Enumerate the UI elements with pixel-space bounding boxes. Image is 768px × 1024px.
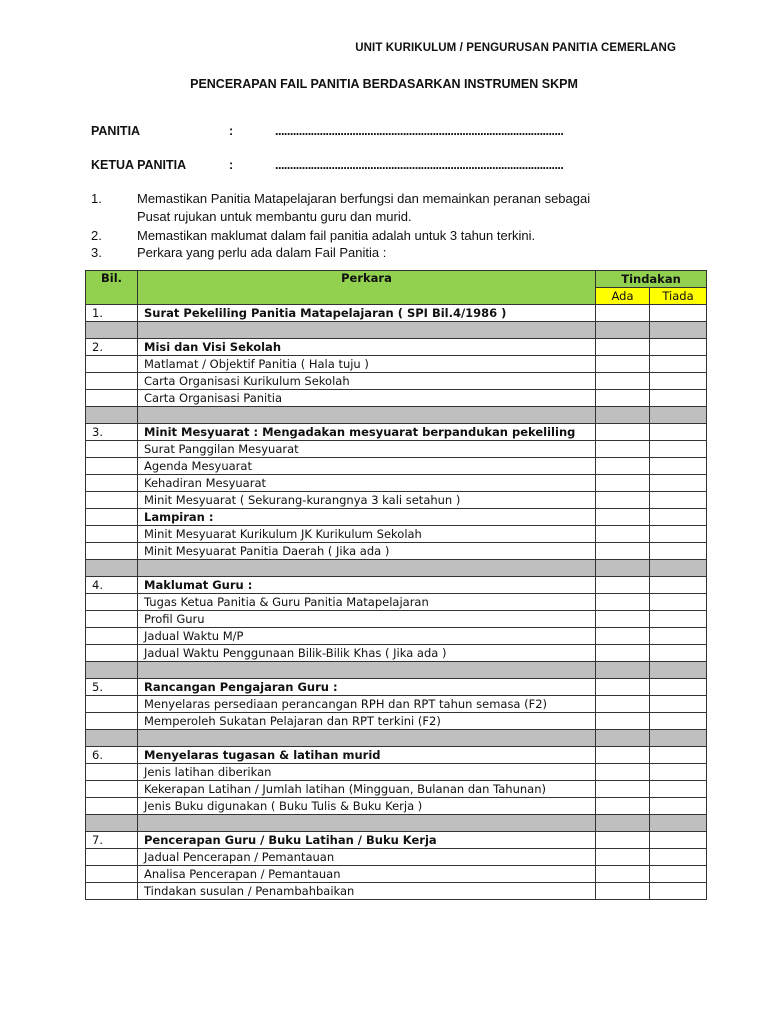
separator-cell (86, 730, 138, 747)
row-perkara: Lampiran : (138, 509, 596, 526)
checkbox-ada[interactable] (596, 339, 650, 356)
row-number (86, 798, 138, 815)
row-number (86, 866, 138, 883)
separator-cell (596, 730, 650, 747)
table-row (86, 764, 707, 781)
checkbox-tiada[interactable] (650, 798, 707, 815)
checkbox-ada[interactable] (596, 798, 650, 815)
row-number (86, 458, 138, 475)
header-tindakan: Tindakan (596, 271, 707, 288)
checkbox-tiada[interactable] (650, 628, 707, 645)
checkbox-ada[interactable] (596, 356, 650, 373)
field-colon: : (229, 124, 234, 138)
row-number (86, 611, 138, 628)
checkbox-ada[interactable] (596, 645, 650, 662)
table-row (86, 543, 707, 560)
checkbox-ada[interactable] (596, 713, 650, 730)
checkbox-tiada[interactable] (650, 543, 707, 560)
checkbox-tiada[interactable] (650, 373, 707, 390)
row-perkara: Minit Mesyuarat ( Sekurang-kurangnya 3 kali setahun ) (138, 492, 596, 509)
separator-cell (138, 322, 596, 339)
row-number: 6. (86, 747, 138, 764)
table-row (86, 611, 707, 628)
table-row (86, 305, 707, 322)
checkbox-ada[interactable] (596, 543, 650, 560)
row-perkara: Matlamat / Objektif Panitia ( Hala tuju ) (138, 356, 596, 373)
checkbox-tiada[interactable] (650, 645, 707, 662)
checkbox-tiada[interactable] (650, 696, 707, 713)
row-perkara: Jadual Waktu Penggunaan Bilik-Bilik Khas ( Jika ada ) (138, 645, 596, 662)
separator-cell (650, 560, 707, 577)
checkbox-ada[interactable] (596, 305, 650, 322)
checkbox-tiada[interactable] (650, 577, 707, 594)
instruction-number: 2. (91, 228, 102, 243)
row-perkara: Minit Mesyuarat Panitia Daerah ( Jika ada ) (138, 543, 596, 560)
row-perkara: Maklumat Guru : (138, 577, 596, 594)
instruction-text: Memastikan maklumat dalam fail panitia adalah untuk 3 tahun terkini. (137, 228, 536, 243)
separator-cell (596, 815, 650, 832)
checkbox-ada[interactable] (596, 594, 650, 611)
table-row (86, 645, 707, 662)
checkbox-ada[interactable] (596, 390, 650, 407)
table-row (86, 747, 707, 764)
checkbox-ada[interactable] (596, 526, 650, 543)
row-perkara: Jadual Pencerapan / Pemantauan (138, 849, 596, 866)
row-number (86, 526, 138, 543)
checkbox-tiada[interactable] (650, 866, 707, 883)
field-value: ................................................................................................. (275, 158, 564, 172)
row-number (86, 696, 138, 713)
separator-cell (86, 322, 138, 339)
checkbox-ada[interactable] (596, 764, 650, 781)
row-number (86, 594, 138, 611)
checklist-body (86, 305, 707, 900)
row-number: 7. (86, 832, 138, 849)
checkbox-tiada[interactable] (650, 339, 707, 356)
row-number: 5. (86, 679, 138, 696)
table-row (86, 679, 707, 696)
checkbox-ada[interactable] (596, 747, 650, 764)
separator-cell (138, 815, 596, 832)
field-colon: : (229, 158, 234, 172)
checkbox-ada[interactable] (596, 628, 650, 645)
row-perkara: Kekerapan Latihan / Jumlah latihan (Mingguan, Bulanan dan Tahunan) (138, 781, 596, 798)
checkbox-ada[interactable] (596, 696, 650, 713)
table-row (86, 628, 707, 645)
row-number (86, 543, 138, 560)
checkbox-ada[interactable] (596, 577, 650, 594)
checklist-table (85, 270, 707, 900)
table-row (86, 866, 707, 883)
row-perkara: Minit Mesyuarat Kurikulum JK Kurikulum Sekolah (138, 526, 596, 543)
checkbox-tiada[interactable] (650, 713, 707, 730)
checkbox-tiada[interactable] (650, 441, 707, 458)
row-perkara: Tugas Ketua Panitia & Guru Panitia Matapelajaran (138, 594, 596, 611)
row-number (86, 628, 138, 645)
separator-cell (86, 407, 138, 424)
checkbox-tiada[interactable] (650, 526, 707, 543)
separator-row (86, 407, 707, 424)
separator-cell (138, 662, 596, 679)
row-perkara: Kehadiran Mesyuarat (138, 475, 596, 492)
row-perkara: Tindakan susulan / Penambahbaikan (138, 883, 596, 900)
row-number (86, 764, 138, 781)
checkbox-tiada[interactable] (650, 764, 707, 781)
separator-cell (650, 322, 707, 339)
row-perkara: Carta Organisasi Kurikulum Sekolah (138, 373, 596, 390)
table-row (86, 475, 707, 492)
row-perkara: Jadual Waktu M/P (138, 628, 596, 645)
row-number (86, 356, 138, 373)
separator-row (86, 560, 707, 577)
checkbox-tiada[interactable] (650, 849, 707, 866)
checkbox-ada[interactable] (596, 441, 650, 458)
table-row (86, 509, 707, 526)
row-perkara: Minit Mesyuarat : Mengadakan mesyuarat berpandukan pekeliling (138, 424, 596, 441)
separator-cell (596, 407, 650, 424)
document-title: PENCERAPAN FAIL PANITIA BERDASARKAN INSTRUMEN SKPM (190, 77, 578, 91)
instruction-text: Perkara yang perlu ada dalam Fail Panitia : (137, 245, 387, 260)
row-number (86, 390, 138, 407)
checkbox-tiada[interactable] (650, 679, 707, 696)
checkbox-ada[interactable] (596, 832, 650, 849)
table-row (86, 373, 707, 390)
separator-cell (138, 560, 596, 577)
table-row (86, 713, 707, 730)
header-bil: Bil. (86, 271, 138, 305)
row-perkara: Jenis Buku digunakan ( Buku Tulis & Buku Kerja ) (138, 798, 596, 815)
row-number: 2. (86, 339, 138, 356)
checkbox-tiada[interactable] (650, 424, 707, 441)
checkbox-tiada[interactable] (650, 832, 707, 849)
separator-cell (596, 560, 650, 577)
row-number (86, 441, 138, 458)
checkbox-ada[interactable] (596, 781, 650, 798)
separator-row (86, 322, 707, 339)
separator-cell (650, 662, 707, 679)
separator-row (86, 730, 707, 747)
checkbox-tiada[interactable] (650, 611, 707, 628)
checkbox-tiada[interactable] (650, 781, 707, 798)
table-row (86, 390, 707, 407)
separator-cell (86, 662, 138, 679)
row-number (86, 849, 138, 866)
instruction-text: Pusat rujukan untuk membantu guru dan murid. (137, 209, 412, 224)
table-row (86, 883, 707, 900)
table-row (86, 781, 707, 798)
instruction-number: 3. (91, 245, 102, 260)
checkbox-ada[interactable] (596, 373, 650, 390)
table-row (86, 798, 707, 815)
separator-cell (86, 560, 138, 577)
row-perkara: Surat Panggilan Mesyuarat (138, 441, 596, 458)
checkbox-ada[interactable] (596, 679, 650, 696)
checkbox-tiada[interactable] (650, 594, 707, 611)
field-label: PANITIA (91, 124, 141, 138)
separator-cell (596, 662, 650, 679)
row-number (86, 713, 138, 730)
row-perkara: Carta Organisasi Panitia (138, 390, 596, 407)
row-number (86, 645, 138, 662)
separator-cell (596, 322, 650, 339)
row-number (86, 475, 138, 492)
row-number: 1. (86, 305, 138, 322)
checkbox-ada[interactable] (596, 492, 650, 509)
checkbox-tiada[interactable] (650, 509, 707, 526)
checkbox-ada[interactable] (596, 849, 650, 866)
checkbox-ada[interactable] (596, 424, 650, 441)
instruction-number: 1. (91, 191, 102, 206)
field-value: ................................................................................................. (275, 124, 564, 138)
checkbox-tiada[interactable] (650, 492, 707, 509)
checkbox-ada[interactable] (596, 458, 650, 475)
unit-header: UNIT KURIKULUM / PENGURUSAN PANITIA CEMERLANG (355, 42, 676, 54)
row-perkara: Surat Pekeliling Panitia Matapelajaran ( SPI Bil.4/1986 ) (138, 305, 596, 322)
row-perkara: Analisa Pencerapan / Pemantauan (138, 866, 596, 883)
row-number (86, 883, 138, 900)
table-row (86, 832, 707, 849)
table-row (86, 492, 707, 509)
checkbox-ada[interactable] (596, 611, 650, 628)
row-number (86, 373, 138, 390)
table-row (86, 696, 707, 713)
table-row (86, 526, 707, 543)
row-perkara: Menyelaras persediaan perancangan RPH dan RPT tahun semasa (F2) (138, 696, 596, 713)
table-row (86, 441, 707, 458)
checkbox-ada[interactable] (596, 509, 650, 526)
row-number (86, 781, 138, 798)
separator-cell (138, 730, 596, 747)
checkbox-ada[interactable] (596, 866, 650, 883)
checkbox-tiada[interactable] (650, 458, 707, 475)
table-row (86, 339, 707, 356)
row-number (86, 492, 138, 509)
separator-row (86, 815, 707, 832)
row-perkara: Jenis latihan diberikan (138, 764, 596, 781)
header-tiada: Tiada (650, 288, 707, 305)
checkbox-tiada[interactable] (650, 390, 707, 407)
table-row (86, 458, 707, 475)
separator-cell (650, 815, 707, 832)
separator-cell (650, 730, 707, 747)
checkbox-tiada[interactable] (650, 475, 707, 492)
checkbox-tiada[interactable] (650, 883, 707, 900)
table-row (86, 356, 707, 373)
row-perkara: Agenda Mesyuarat (138, 458, 596, 475)
row-perkara: Menyelaras tugasan & latihan murid (138, 747, 596, 764)
row-number (86, 509, 138, 526)
separator-cell (86, 815, 138, 832)
separator-cell (138, 407, 596, 424)
header-perkara: Perkara (138, 271, 596, 305)
row-number: 3. (86, 424, 138, 441)
row-perkara: Misi dan Visi Sekolah (138, 339, 596, 356)
table-row (86, 594, 707, 611)
table-row (86, 424, 707, 441)
row-perkara: Memperoleh Sukatan Pelajaran dan RPT terkini (F2) (138, 713, 596, 730)
table-row (86, 577, 707, 594)
checkbox-tiada[interactable] (650, 305, 707, 322)
separator-cell (650, 407, 707, 424)
checkbox-tiada[interactable] (650, 356, 707, 373)
row-perkara: Pencerapan Guru / Buku Latihan / Buku Kerja (138, 832, 596, 849)
table-row (86, 849, 707, 866)
checkbox-ada[interactable] (596, 883, 650, 900)
row-perkara: Rancangan Pengajaran Guru : (138, 679, 596, 696)
field-label: KETUA PANITIA (91, 158, 187, 172)
separator-row (86, 662, 707, 679)
row-number: 4. (86, 577, 138, 594)
row-perkara: Profil Guru (138, 611, 596, 628)
checkbox-tiada[interactable] (650, 747, 707, 764)
instruction-text: Memastikan Panitia Matapelajaran berfungsi dan memainkan peranan sebagai (137, 191, 591, 206)
checkbox-ada[interactable] (596, 475, 650, 492)
header-ada: Ada (596, 288, 650, 305)
